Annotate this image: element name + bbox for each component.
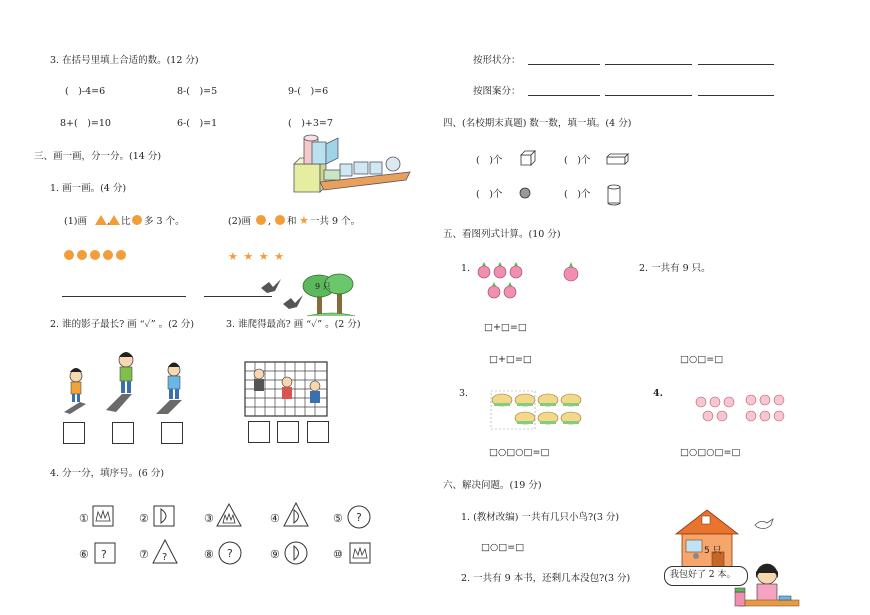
answer-box[interactable]: [248, 421, 270, 443]
q3-item-5: 6-( )=1: [177, 118, 218, 129]
speech-text: 我包好了 2 本。: [670, 570, 736, 580]
count-item-2: ( )个: [564, 155, 591, 166]
q1a-suffix: 多 3 个。: [144, 216, 185, 227]
house-label: 5 只: [704, 546, 722, 556]
radish-group-illustration: [474, 262, 542, 302]
q1b-suffix: 一共 9 个。: [310, 216, 361, 227]
sec5-q3-label: 3.: [459, 388, 469, 399]
equation-a[interactable]: □+□=□: [484, 322, 527, 333]
shape-label-2: ②: [139, 512, 149, 525]
svg-text:?: ?: [356, 511, 362, 524]
shape-label-5: ⑤: [333, 512, 343, 525]
q3-title: 3. 在括号里填上合适的数。(12 分): [50, 55, 199, 66]
count-item-1: ( )个: [476, 155, 503, 166]
section6-title: 六、解决问题。(19 分): [443, 480, 542, 491]
answer-line[interactable]: [698, 95, 774, 96]
flower-group-illustration: [693, 392, 793, 426]
svg-text:?: ?: [101, 548, 107, 561]
shape-label-4: ④: [270, 512, 280, 525]
circle-icon: [103, 250, 113, 260]
cuboid-icon: [606, 153, 630, 165]
circle-icon: [275, 215, 285, 225]
q3-item-2: 8-( )=5: [177, 86, 218, 97]
star-icon: ★: [299, 214, 309, 227]
answer-line[interactable]: [62, 296, 186, 297]
triangle-icon: [108, 215, 120, 225]
cube-icon: [519, 149, 537, 167]
equation-d[interactable]: □○□○□=□: [489, 447, 550, 458]
climbing-net-illustration: [243, 360, 329, 418]
q1b-comma: ,: [268, 216, 272, 227]
q3-item-6: ( )+3=7: [288, 118, 333, 129]
equation-b[interactable]: □+□=□: [489, 354, 532, 365]
classify-by-shape-label: 按形状分：: [473, 55, 521, 66]
triangle-icon: [95, 215, 107, 225]
shape-circle-question: [347, 505, 371, 529]
q1-title: 1. 画一画。(4 分): [50, 183, 127, 194]
answer-line[interactable]: [528, 64, 600, 65]
answer-line[interactable]: [605, 64, 692, 65]
circle-icon: [77, 250, 87, 260]
q3-item-3: 9-( )=6: [288, 86, 329, 97]
q1a-prefix: (1)画: [64, 216, 87, 227]
q2-title: 2. 谁的影子最长? 画 “✓” 。(2 分): [50, 319, 195, 330]
svg-text:?: ?: [227, 547, 233, 560]
count-item-3: ( )个: [476, 189, 503, 200]
q1b-prefix: (2)画: [228, 216, 251, 227]
house-illustration: [672, 508, 742, 572]
sec5-q2-label: 2. 一共有 9 只。: [639, 263, 711, 274]
star-row: ★ ★ ★ ★: [228, 250, 285, 263]
answer-line[interactable]: [698, 64, 774, 65]
birds-trees-illustration: [255, 270, 355, 320]
blocks-illustration: [290, 134, 412, 194]
shape-triangle-crown: [216, 503, 242, 527]
q3-climb-title: 3. 谁爬得最高? 画 “✓” 。(2 分): [226, 319, 361, 330]
q4-title: 4. 分一分，填序号。(6 分): [50, 468, 165, 479]
tree-label: 9 只: [315, 282, 331, 291]
shape-label-8: ⑧: [204, 548, 214, 561]
sec5-q1-label: 1.: [461, 263, 471, 274]
section4-title: 四、(名校期末真题) 数一数，填一填。(4 分): [443, 118, 632, 129]
answer-box[interactable]: [63, 422, 85, 444]
sec6-q2: 2. 一共有 9 本书，还剩几本没包?(3 分): [461, 573, 631, 584]
radish-single-illustration: [555, 262, 585, 284]
section3-title: 三、画一画，分一分。(14 分): [34, 151, 162, 162]
shape-triangle-halfmoon: [283, 502, 309, 527]
equation-e[interactable]: □○□○□=□: [680, 447, 741, 458]
q1b-mid: 和: [287, 216, 297, 227]
circle-icon: [132, 215, 142, 225]
count-item-4: ( )个: [564, 189, 591, 200]
shape-label-7: ⑦: [139, 548, 149, 561]
classify-by-pattern-label: 按图案分：: [473, 86, 521, 97]
shape-triangle-question: [152, 539, 178, 564]
answer-box[interactable]: [307, 421, 329, 443]
shape-circle-question: [218, 541, 242, 565]
section5-title: 五、看图列式计算。(10 分): [443, 229, 561, 240]
sec5-q4-label: 4.: [653, 388, 663, 399]
answer-line[interactable]: [528, 95, 600, 96]
sec6-q1: 1. (教材改编) 一共有几只小鸟?(3 分): [461, 512, 620, 523]
kids-shadows-illustration: [60, 350, 190, 420]
circle-icon: [64, 250, 74, 260]
circle-icon: [90, 250, 100, 260]
shape-square-crown: [92, 505, 114, 527]
shape-circle-halfmoon: [284, 541, 308, 565]
q3-item-4: 8+( )=10: [60, 118, 111, 129]
sphere-icon: [519, 187, 531, 199]
q1a-comma: ,: [107, 216, 111, 227]
girl-illustration: [733, 560, 803, 615]
shape-square-question: [94, 542, 116, 564]
bird-icon: [753, 517, 779, 531]
bread-group-illustration: [490, 389, 590, 431]
answer-line[interactable]: [605, 95, 692, 96]
shape-label-9: ⑨: [270, 548, 280, 561]
cylinder-icon: [607, 184, 621, 206]
equation-c[interactable]: □○□=□: [680, 354, 724, 365]
q1a-mid: 比: [121, 216, 131, 227]
shape-label-6: ⑥: [79, 548, 89, 561]
shape-label-10: ⑩: [333, 548, 343, 561]
answer-box[interactable]: [277, 421, 299, 443]
shape-square-halfmoon: [153, 505, 175, 527]
answer-box[interactable]: [161, 422, 183, 444]
circle-icon: [256, 215, 266, 225]
sec6-q1-equation[interactable]: □○□=□: [481, 542, 525, 553]
circle-icon: [116, 250, 126, 260]
answer-box[interactable]: [112, 422, 134, 444]
shape-label-3: ③: [204, 512, 214, 525]
shape-label-1: ①: [79, 512, 89, 525]
q3-item-1: ( )-4=6: [65, 86, 106, 97]
shape-square-crown: [349, 542, 371, 564]
svg-text:?: ?: [162, 552, 168, 563]
